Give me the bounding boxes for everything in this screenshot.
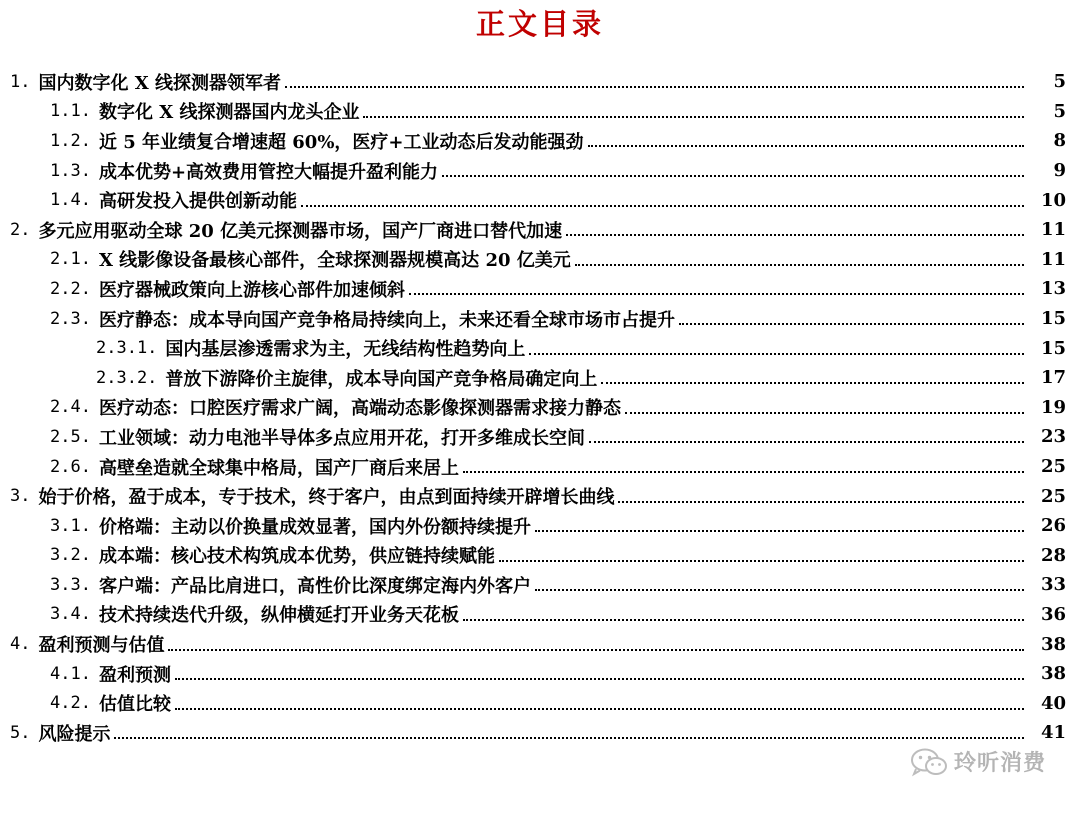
dot-leader [463,470,1024,473]
toc-entry-title: 高壁垒造就全球集中格局，国产厂商后来居上 [98,457,459,479]
toc-entry-title: 医疗器械政策向上游核心部件加速倾斜 [98,279,405,301]
toc-entry-page: 25 [1040,456,1066,478]
toc-entry-page: 41 [1040,722,1066,744]
toc-entry[interactable] [0,659,1080,689]
dot-leader [114,736,1024,739]
dot-leader [463,618,1024,621]
dot-leader [589,440,1024,443]
table-of-contents [0,67,1080,748]
toc-entry-title: 工业领域：动力电池半导体多点应用开花，打开多维成长空间 [98,427,585,449]
dot-leader [442,174,1024,177]
toc-entry[interactable] [0,629,1080,659]
toc-entry-page: 33 [1040,574,1066,596]
toc-entry-page: 25 [1040,485,1066,507]
toc-entry-page: 17 [1040,367,1066,389]
toc-entry-number: 3.2. [50,545,91,566]
toc-entry-page: 9 [1053,160,1066,182]
toc-entry-number: 2.3.1. [96,338,158,359]
dot-leader [566,233,1024,236]
toc-entry[interactable] [0,393,1080,423]
toc-entry[interactable] [0,274,1080,304]
toc-entry-title: 医疗动态：口腔医疗需求广阔，高端动态影像探测器需求接力静态 [98,398,621,420]
toc-entry-number: 2.3. [50,308,91,329]
toc-entry[interactable] [0,600,1080,630]
dot-leader [588,144,1024,147]
toc-entry-title: 医疗静态：成本导向国产竞争格局持续向上，未来还看全球市场市占提升 [98,309,675,331]
dot-leader [409,292,1024,295]
toc-entry[interactable] [0,570,1080,600]
toc-entry-page: 13 [1040,278,1066,300]
toc-entry-number: 1.3. [50,160,91,181]
dot-leader [535,529,1024,532]
toc-entry-number: 3. [10,486,31,507]
toc-entry-number: 1.2. [50,130,91,151]
toc-entry[interactable] [0,541,1080,571]
toc-entry[interactable] [0,363,1080,393]
toc-entry-page: 15 [1040,308,1066,330]
toc-entry-page: 15 [1040,337,1066,359]
toc-entry-number: 4. [10,634,31,655]
toc-entry-page: 40 [1040,692,1066,714]
toc-entry-page: 26 [1040,515,1066,537]
toc-entry-title: 技术持续迭代升级，纵伸横延打开业务天花板 [98,605,459,627]
toc-entry-title: 普放下游降价主旋律，成本导向国产竞争格局确定向上 [165,368,598,390]
toc-entry[interactable] [0,245,1080,275]
dot-leader [529,352,1024,355]
toc-entry-page: 10 [1040,189,1066,211]
watermark-text: 玲听消费 [953,751,1046,776]
dot-leader [301,204,1024,207]
toc-entry-page: 36 [1040,603,1066,625]
toc-entry[interactable] [0,67,1080,97]
toc-entry[interactable] [0,333,1080,363]
dot-leader [363,115,1024,118]
dot-leader [499,559,1024,562]
toc-entry-title: 始于价格，盈于成本，专于技术，终于客户，由点到面持续开辟增长曲线 [38,487,615,509]
toc-entry[interactable] [0,688,1080,718]
watermark [910,746,1046,777]
dot-leader [575,263,1024,266]
dot-leader [285,85,1024,88]
toc-entry[interactable] [0,215,1080,245]
dot-leader [679,322,1024,325]
toc-entry-title: 多元应用驱动全球 20 亿美元探测器市场，国产厂商进口替代加速 [38,220,563,242]
toc-entry-title: 客户端：产品比肩进口，高性价比深度绑定海内外客户 [98,575,531,597]
toc-entry-title: 估值比较 [98,694,171,716]
toc-entry-page: 23 [1040,426,1066,448]
toc-entry-number: 4.2. [50,693,91,714]
toc-entry-page: 28 [1040,544,1066,566]
toc-entry-page: 11 [1040,248,1066,270]
toc-entry-number: 3.4. [50,604,91,625]
toc-entry-number: 1. [10,71,31,92]
toc-entry-number: 3.3. [50,574,91,595]
toc-entry-number: 5. [10,722,31,743]
toc-entry[interactable] [0,126,1080,156]
toc-entry-title: 数字化 X 线探测器国内龙头企业 [98,102,360,124]
toc-entry-number: 3.1. [50,515,91,536]
dot-leader [175,707,1024,710]
toc-entry-number: 2.6. [50,456,91,477]
toc-entry[interactable] [0,718,1080,748]
toc-entry-number: 1.1. [50,101,91,122]
toc-entry-title: 盈利预测 [98,664,171,686]
toc-entry[interactable] [0,481,1080,511]
toc-entry-title: 高研发投入提供创新动能 [98,191,297,213]
toc-entry-page: 5 [1053,71,1066,93]
toc-entry-number: 2.5. [50,426,91,447]
wechat-icon [910,747,948,777]
toc-entry-title: 近 5 年业绩复合增速超 60%，医疗+工业动态后发动能强劲 [98,131,584,153]
toc-entry-page: 19 [1040,396,1066,418]
toc-entry-number: 2.4. [50,397,91,418]
toc-entry[interactable] [0,422,1080,452]
toc-entry-page: 38 [1040,633,1066,655]
page-title: 正文目录 [475,7,604,41]
toc-entry[interactable] [0,452,1080,482]
dot-leader [601,381,1024,384]
toc-entry-title: 盈利预测与估值 [38,635,165,657]
dot-leader [618,500,1024,503]
toc-entry[interactable] [0,304,1080,334]
toc-entry[interactable] [0,185,1080,215]
toc-entry-page: 5 [1053,100,1066,122]
toc-entry-number: 2.2. [50,278,91,299]
toc-entry[interactable] [0,511,1080,541]
toc-entry-page: 38 [1040,663,1066,685]
toc-entry-number: 2.3.2. [96,367,158,388]
toc-entry-title: 成本优势+高效费用管控大幅提升盈利能力 [98,161,439,183]
dot-leader [535,588,1024,591]
toc-entry-number: 2. [10,219,31,240]
toc-entry-title: X 线影像设备最核心部件，全球探测器规模高达 20 亿美元 [98,250,571,272]
toc-entry-title: 成本端：核心技术构筑成本优势，供应链持续赋能 [98,546,495,568]
toc-entry-number: 1.4. [50,190,91,211]
dot-leader [168,648,1024,651]
toc-entry-number: 4.1. [50,663,91,684]
toc-entry-title: 价格端：主动以价换量成效显著，国内外份额持续提升 [98,516,531,538]
toc-entry[interactable] [0,97,1080,127]
toc-entry-title: 国内数字化 X 线探测器领军者 [38,72,281,94]
toc-entry[interactable] [0,156,1080,186]
toc-entry-number: 2.1. [50,249,91,270]
dot-leader [175,677,1024,680]
toc-entry-page: 8 [1053,130,1066,152]
toc-entry-title: 风险提示 [38,723,111,745]
dot-leader [625,411,1024,414]
toc-entry-title: 国内基层渗透需求为主，无线结构性趋势向上 [165,339,526,361]
toc-entry-page: 11 [1040,219,1066,241]
